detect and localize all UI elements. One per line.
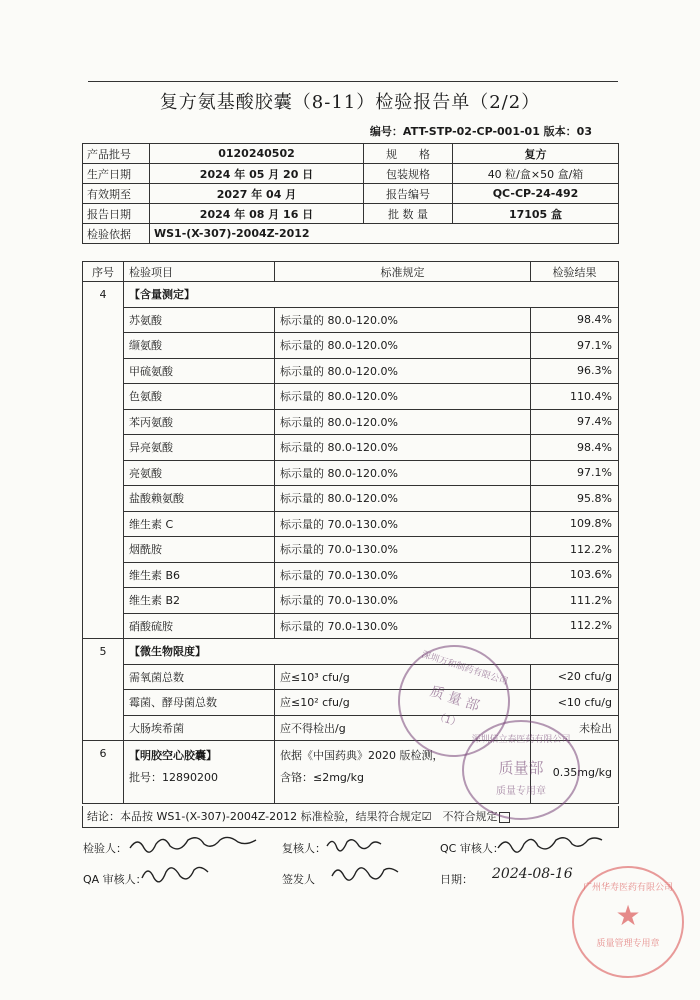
- test-spec: 标示量的 80.0-120.0%: [275, 307, 531, 333]
- header-no: 序号: [83, 262, 124, 282]
- test-item: 烟酰胺: [124, 537, 275, 563]
- stamp-text: 质 量 部: [427, 683, 482, 715]
- qc-signature: [496, 834, 606, 854]
- info-label: 产品批号: [83, 144, 150, 164]
- test-item: 亮氨酸: [124, 460, 275, 486]
- table-row: [83, 486, 619, 512]
- info-value: 17105 盒: [453, 204, 619, 224]
- test-result: 98.4%: [531, 435, 619, 461]
- test-spec: 标示量的 80.0-120.0%: [275, 409, 531, 435]
- info-value: 2024 年 08 月 16 日: [150, 204, 364, 224]
- test-spec: 标示量的 80.0-120.0%: [275, 333, 531, 359]
- test-item: 维生素 B2: [124, 588, 275, 614]
- info-value: QC-CP-24-492: [453, 184, 619, 204]
- test-spec: 应≤10³ cfu/g: [275, 664, 531, 690]
- test-spec: 标示量的 80.0-120.0%: [275, 384, 531, 410]
- info-label: 批 数 量: [364, 204, 453, 224]
- table-row: [83, 588, 619, 614]
- huashou-qa-stamp: [572, 866, 684, 978]
- info-row: [83, 164, 619, 184]
- test-item: 霉菌、酵母菌总数: [124, 690, 275, 716]
- test-spec: 标示量的 70.0-130.0%: [275, 562, 531, 588]
- info-label: 包装规格: [364, 164, 453, 184]
- section-label: 【含量测定】: [124, 282, 619, 308]
- stamp-text: 质量部: [498, 759, 544, 777]
- test-spec: 标示量的 80.0-120.0%: [275, 460, 531, 486]
- section-number: 5: [83, 639, 124, 741]
- test-spec: 标示量的 80.0-120.0%: [275, 486, 531, 512]
- table-row: [83, 690, 619, 716]
- test-spec: 标示量的 70.0-130.0%: [275, 537, 531, 563]
- section-row: [83, 282, 619, 308]
- test-result: <20 cfu/g: [531, 664, 619, 690]
- inspector-signature: [128, 834, 258, 854]
- basis-row: [83, 224, 619, 244]
- qa-reviewer-label: QA 审核人：: [83, 873, 147, 886]
- section-label: 【微生物限度】: [124, 639, 619, 665]
- info-row: [83, 204, 619, 224]
- title-rule: [88, 81, 618, 82]
- info-value: 2024 年 05 月 20 日: [150, 164, 364, 184]
- test-item: 苯丙氨酸: [124, 409, 275, 435]
- test-spec: 应不得检出/g: [275, 715, 531, 741]
- xinlitai-qa-stamp: [462, 720, 580, 820]
- test-spec: 标示量的 80.0-120.0%: [275, 358, 531, 384]
- header-spec: 标准规定: [275, 262, 531, 282]
- star-icon: ★: [615, 899, 641, 932]
- stamp-text: 深圳万和制药有限公司: [420, 649, 509, 688]
- table-row: [83, 307, 619, 333]
- table-row: [83, 333, 619, 359]
- test-item: 苏氨酸: [124, 307, 275, 333]
- capsule-result: 0.35mg/kg: [531, 741, 619, 804]
- table-row: [83, 435, 619, 461]
- test-item: 盐酸赖氨酸: [124, 486, 275, 512]
- test-result: 96.3%: [531, 358, 619, 384]
- stamp-text: 质量管理专用章: [596, 939, 660, 949]
- stamp-text: （1）: [433, 711, 462, 730]
- test-spec: 标示量的 80.0-120.0%: [275, 435, 531, 461]
- capsule-spec-line: 依据《中国药典》2020 版检测，: [280, 749, 444, 762]
- test-result: 110.4%: [531, 384, 619, 410]
- info-row: [83, 144, 619, 164]
- basis-label: 检验依据: [83, 224, 150, 244]
- product-info-table: [82, 143, 619, 244]
- info-row: [83, 184, 619, 204]
- table-row: [83, 358, 619, 384]
- conclusion-text: 结论：本品按 WS1-(X-307)-2004Z-2012 标准检验，结果符合规定☑ 不符合规定: [87, 810, 498, 823]
- test-result: 未检出: [531, 715, 619, 741]
- test-result: 112.2%: [531, 537, 619, 563]
- stamp-text: 广州华寿医药有限公司: [582, 883, 673, 893]
- section-row: [83, 639, 619, 665]
- test-spec: 标示量的 70.0-130.0%: [275, 613, 531, 639]
- test-item: 硝酸硫胺: [124, 613, 275, 639]
- test-item: 甲硫氨酸: [124, 358, 275, 384]
- date-label: 日期：: [440, 873, 473, 886]
- test-result: 97.4%: [531, 409, 619, 435]
- reviewer-signature: [325, 834, 385, 854]
- date-handwritten: 2024-08-16: [492, 866, 573, 882]
- test-spec: 标示量的 70.0-130.0%: [275, 588, 531, 614]
- info-label: 报告编号: [364, 184, 453, 204]
- info-value: 40 粒/盒×50 盒/箱: [453, 164, 619, 184]
- header-item: 检验项目: [124, 262, 275, 282]
- test-item: 缬氨酸: [124, 333, 275, 359]
- table-row: [83, 664, 619, 690]
- table-row: [83, 511, 619, 537]
- test-result: 111.2%: [531, 588, 619, 614]
- table-row: [83, 460, 619, 486]
- header-result: 检验结果: [531, 262, 619, 282]
- test-spec: 应≤10² cfu/g: [275, 690, 531, 716]
- test-spec: 标示量的 70.0-130.0%: [275, 511, 531, 537]
- test-result: 97.1%: [531, 333, 619, 359]
- capsule-item: [124, 741, 275, 804]
- basis-value: WS1-(X-307)-2004Z-2012: [150, 224, 619, 244]
- section-number: 4: [83, 282, 124, 639]
- test-item: 异亮氨酸: [124, 435, 275, 461]
- capsule-label: 【明胶空心胶囊】: [129, 749, 217, 762]
- info-label: 生产日期: [83, 164, 150, 184]
- info-label: 规 格: [364, 144, 453, 164]
- qc-reviewer-label: QC 审核人：: [440, 842, 504, 855]
- section-number: 6: [83, 741, 124, 804]
- test-result: 112.2%: [531, 613, 619, 639]
- qa-signature: [140, 862, 220, 886]
- table-row: [83, 409, 619, 435]
- test-result: <10 cfu/g: [531, 690, 619, 716]
- info-label: 有效期至: [83, 184, 150, 204]
- stamp-text: 质量专用章: [496, 786, 546, 797]
- capsule-spec-line: 含铬：≤2mg/kg: [280, 771, 364, 784]
- report-title: 复方氨基酸胶囊（8-11）检验报告单（2/2）: [159, 92, 541, 113]
- table-row: [83, 384, 619, 410]
- test-item: 需氧菌总数: [124, 664, 275, 690]
- table-row: [83, 562, 619, 588]
- table-row: [83, 613, 619, 639]
- issuer-signature: [330, 862, 410, 886]
- table-row: [83, 537, 619, 563]
- reviewer-label: 复核人：: [282, 842, 326, 855]
- info-value: 0120240502: [150, 144, 364, 164]
- test-item: 大肠埃希菌: [124, 715, 275, 741]
- header-row: [83, 262, 619, 282]
- test-result: 109.8%: [531, 511, 619, 537]
- test-item: 维生素 C: [124, 511, 275, 537]
- test-result: 97.1%: [531, 460, 619, 486]
- inspector-label: 检验人：: [83, 842, 127, 855]
- capsule-batch: 批号：12890200: [129, 771, 218, 784]
- test-result: 103.6%: [531, 562, 619, 588]
- info-value: 2027 年 04 月: [150, 184, 364, 204]
- issuer-label: 签发人: [282, 873, 315, 886]
- info-value: 复方: [453, 144, 619, 164]
- test-item: 维生素 B6: [124, 562, 275, 588]
- stamp-text: 深圳信立泰医药有限公司: [471, 735, 571, 745]
- document-number: 编号：ATT-STP-02-CP-001-01 版本：03: [369, 125, 592, 138]
- test-result: 95.8%: [531, 486, 619, 512]
- info-label: 报告日期: [83, 204, 150, 224]
- test-item: 色氨酸: [124, 384, 275, 410]
- test-result: 98.4%: [531, 307, 619, 333]
